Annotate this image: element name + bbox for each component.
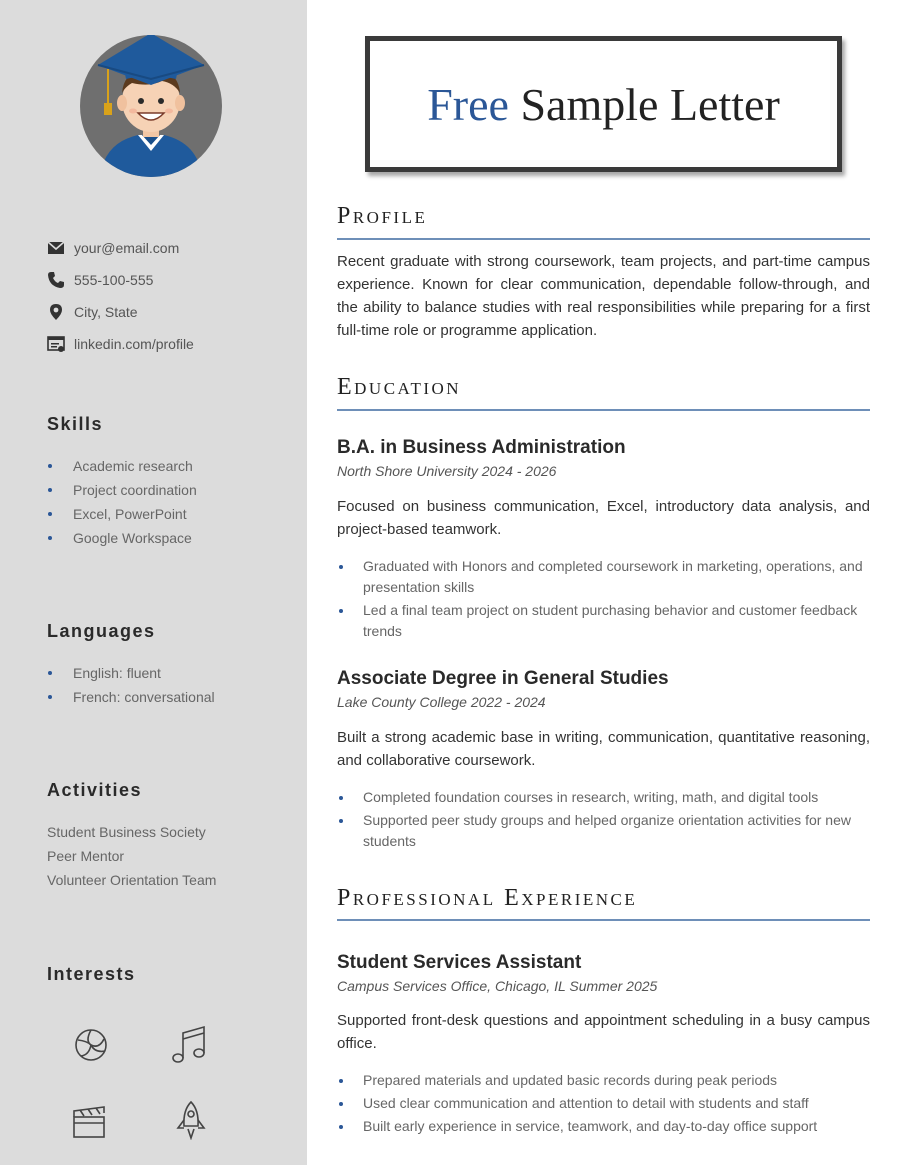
- contact-list: [46, 232, 296, 360]
- education-title: Associate Degree in General Studies: [337, 668, 669, 689]
- list-item: Google Workspace: [47, 526, 197, 550]
- education-heading: Education: [337, 374, 462, 400]
- linkedin-text: linkedin.com/profile: [74, 336, 194, 352]
- languages-list: [47, 661, 215, 709]
- list-item: Volunteer Orientation Team: [47, 872, 217, 888]
- envelope-icon: [46, 238, 66, 258]
- page-title: [427, 78, 780, 131]
- list-item: Project coordination: [47, 478, 197, 502]
- letter-title-box: [365, 36, 842, 172]
- title-rest: Sample Letter: [520, 78, 780, 130]
- list-item: Prepared materials and updated basic records during peak periods: [337, 1070, 870, 1091]
- section-divider: [337, 919, 870, 921]
- education-bullets: [337, 787, 870, 854]
- map-pin-icon: [46, 302, 66, 322]
- volleyball-icon: [73, 1025, 109, 1065]
- contact-linkedin[interactable]: [46, 328, 296, 360]
- phone-icon: [46, 270, 66, 290]
- list-item: Led a final team project on student purchasing behavior and customer feedback trends: [337, 600, 870, 642]
- list-item: Excel, PowerPoint: [47, 502, 197, 526]
- rocket-icon: [173, 1100, 209, 1140]
- list-item: Peer Mentor: [47, 848, 125, 864]
- list-item: Built early experience in service, teamwork, and day-to-day office support: [337, 1116, 870, 1137]
- skills-list: [47, 454, 197, 550]
- job-title: Student Services Assistant: [337, 952, 582, 973]
- list-item: English: fluent: [47, 661, 215, 685]
- list-item: Used clear communication and attention to detail with students and staff: [337, 1093, 870, 1114]
- list-item: Completed foundation courses in research, writing, math, and digital tools: [337, 787, 870, 808]
- music-note-icon: [170, 1025, 206, 1065]
- list-item: Academic research: [47, 454, 197, 478]
- clapperboard-icon: [71, 1103, 107, 1143]
- profile-text: Recent graduate with strong coursework, team projects, and part-time campus experience. Known for clear communication, dependable follow-through, and the ability to balance studies with real responsibilities while preparing for a first full-time role or programme application.: [337, 253, 870, 339]
- interests-heading: Interests: [47, 964, 136, 984]
- list-item: Student Business Society: [47, 824, 206, 840]
- education-subtitle: North Shore University 2024 - 2026: [337, 463, 557, 479]
- education-description: Focused on business communication, Excel, introductory data analysis, and project-based teamwork.: [337, 498, 870, 538]
- sidebar: [0, 0, 307, 1165]
- list-item: French: conversational: [47, 685, 215, 709]
- section-divider: [337, 238, 870, 240]
- contact-email[interactable]: [46, 232, 296, 264]
- job-bullets: [337, 1070, 870, 1139]
- languages-heading: Languages: [47, 621, 156, 641]
- title-accent: Free: [427, 78, 509, 130]
- job-subtitle: Campus Services Office, Chicago, IL Summer 2025: [337, 978, 658, 994]
- list-item: Supported peer study groups and helped organize orientation activities for new students: [337, 810, 870, 852]
- graduate-avatar: [80, 35, 222, 177]
- list-item: Graduated with Honors and completed coursework in marketing, operations, and presentation skills: [337, 556, 870, 598]
- activities-list: [47, 820, 216, 892]
- job-description: Supported front-desk questions and appointment scheduling in a busy campus office.: [337, 1012, 870, 1052]
- contact-phone[interactable]: [46, 264, 296, 296]
- contact-location: [46, 296, 296, 328]
- activities-heading: Activities: [47, 780, 143, 800]
- location-text: City, State: [74, 304, 138, 320]
- profile-heading: Profile: [337, 203, 428, 229]
- education-bullets: [337, 556, 870, 644]
- email-text: your@email.com: [74, 240, 180, 256]
- section-divider: [337, 409, 870, 411]
- phone-text: 555-100-555: [74, 272, 154, 288]
- experience-heading: Professional Experience: [337, 885, 638, 911]
- web-icon: [46, 334, 66, 354]
- education-title: B.A. in Business Administration: [337, 437, 626, 458]
- skills-heading: Skills: [47, 414, 104, 434]
- education-subtitle: Lake County College 2022 - 2024: [337, 694, 546, 710]
- education-description: Built a strong academic base in writing, communication, quantitative reasoning, and collaborative coursework.: [337, 729, 870, 769]
